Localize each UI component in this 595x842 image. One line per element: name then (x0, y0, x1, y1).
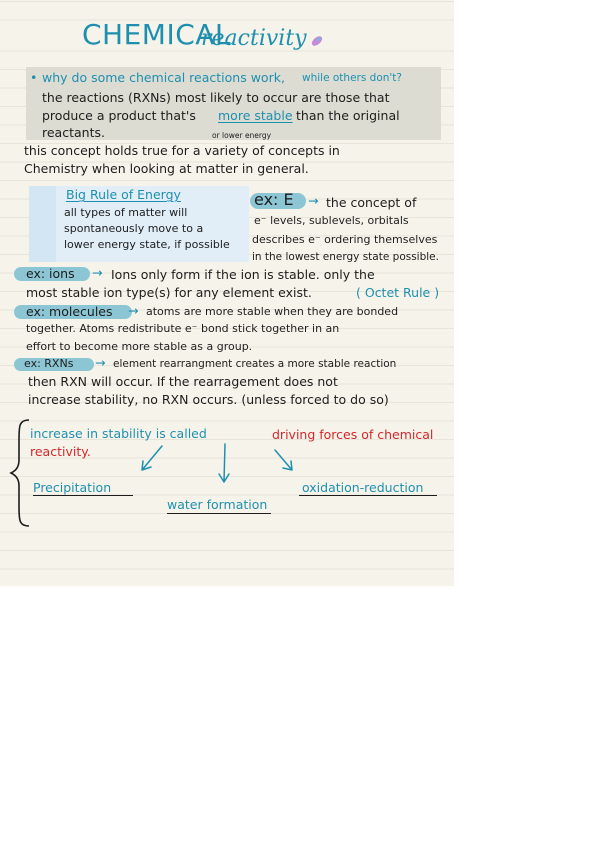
driving-red-text: driving forces of chemical (272, 427, 434, 442)
ex-molecules-arrow: → (128, 303, 139, 318)
left-brace (9, 418, 31, 528)
ex-ions-arrow: → (92, 265, 103, 280)
ex-e-line-1: the concept of (326, 195, 417, 210)
answer-line-2-pre: produce a product that's (42, 108, 196, 123)
ex-rxns-line-1: element rearrangment creates a more stable reaction (113, 358, 397, 370)
ex-e-line-2: e⁻ levels, sublevels, orbitals (254, 214, 409, 227)
big-rule-margin (29, 186, 56, 262)
driving-arrows (130, 440, 300, 490)
ex-rxns-line-3: increase stability, no RXN occurs. (unless forced to do so) (28, 392, 389, 407)
question-tail: while others don't? (302, 72, 402, 84)
octet-rule: ( Octet Rule ) (356, 285, 440, 300)
answer-more-stable: more stable (218, 108, 293, 123)
driving-teal-text: increase in stability is called (30, 426, 207, 441)
ex-rxns-label: ex: RXNs (24, 357, 74, 370)
ex-ions-line-1: Ions only form if the ion is stable. only the (111, 267, 375, 282)
answer-note: or lower energy (212, 131, 272, 140)
ex-e-line-3: describes e⁻ ordering themselves (252, 233, 438, 246)
ex-e-line-4: in the lowest energy state possible. (252, 251, 439, 263)
question-main: why do some chemical reactions work, (42, 70, 285, 85)
title-reactivity: reactivity (201, 26, 307, 51)
driving-red-text-2: reactivity. (30, 444, 91, 459)
flask-icon (310, 34, 324, 48)
ex-rxns-arrow: → (95, 355, 106, 370)
item-water-formation: water formation (167, 497, 268, 512)
ex-ions-label: ex: ions (26, 266, 75, 281)
big-rule-line-1: all types of matter will (64, 206, 188, 219)
big-rule-line-2: spontaneously move to a (64, 222, 204, 235)
ex-e-arrow: → (308, 193, 319, 208)
underline-water-formation (167, 513, 271, 514)
item-precipitation: Precipitation (33, 480, 112, 495)
answer-line-1: the reactions (RXNs) most likely to occur are those that (42, 90, 390, 105)
ex-rxns-line-2: then RXN will occur. If the rearragement does not (28, 374, 338, 389)
big-rule-line-3: lower energy state, if possible (64, 238, 230, 251)
concept-line-2: Chemistry when looking at matter in general. (24, 161, 309, 176)
underline-oxidation-reduction (299, 495, 437, 496)
question-bullet: • (30, 70, 38, 85)
ex-molecules-line-3: effort to become more stable as a group. (26, 340, 253, 353)
ex-molecules-label: ex: molecules (26, 304, 113, 319)
concept-line-1: this concept holds true for a variety of concepts in (24, 143, 340, 158)
ex-e-label: ex: E (254, 190, 294, 209)
ex-ions-line-2: most stable ion type(s) for any element exist. (26, 285, 312, 300)
answer-line-3: reactants. (42, 125, 105, 140)
underline-precipitation (33, 495, 133, 496)
item-oxidation-reduction: oxidation-reduction (302, 480, 424, 495)
title-chemical: CHEMICAL (82, 18, 232, 51)
big-rule-heading: Big Rule of Energy (66, 187, 181, 202)
ex-molecules-line-1: atoms are more stable when they are bonded (146, 305, 399, 318)
answer-line-2-post: than the original (296, 108, 400, 123)
ex-molecules-line-2: together. Atoms redistribute e⁻ bond stick together in an (26, 322, 340, 335)
